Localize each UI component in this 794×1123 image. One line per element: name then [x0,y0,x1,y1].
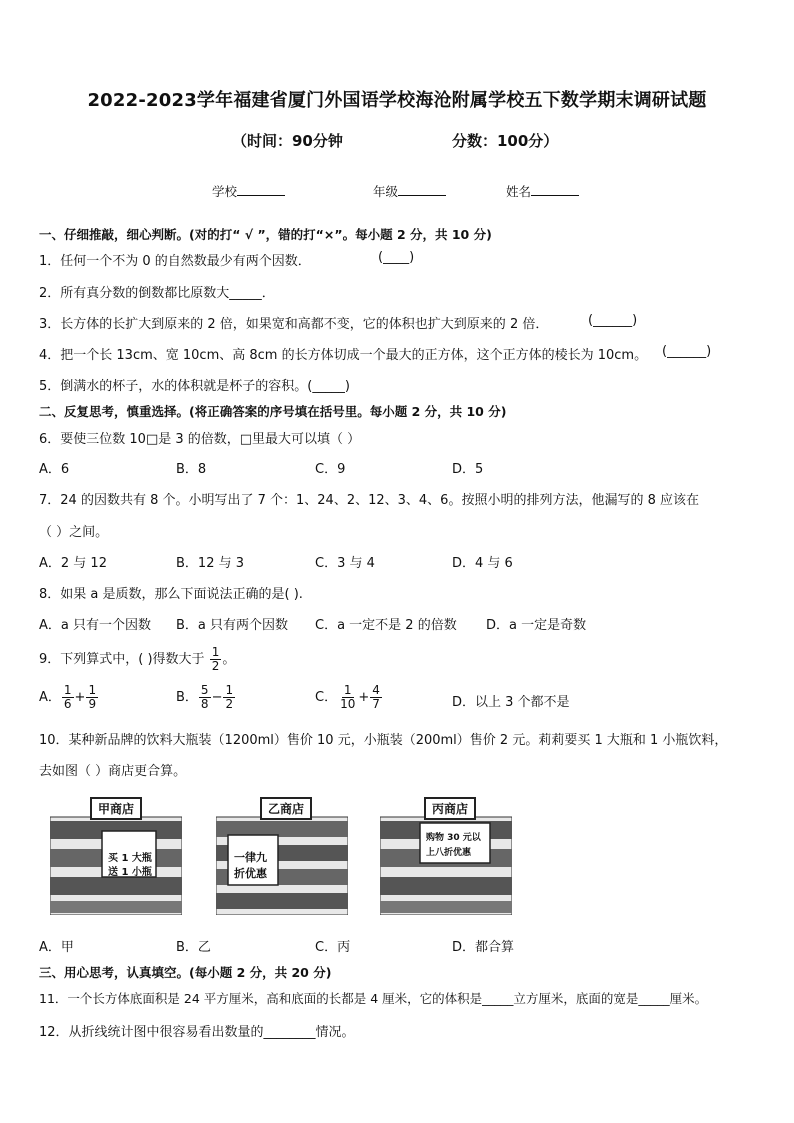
question-1-answer[interactable]: (____) [378,250,415,265]
q7-option-a[interactable]: A．2 与 12 [39,556,107,571]
store-yi-tag: 乙商店 [260,797,312,820]
q9-option-c[interactable]: C． $\frac{1}{10}$ + $\frac{4}{7}$ [315,683,380,711]
store-jia-tag: 甲商店 [90,797,142,820]
question-12: 12．从折线统计图中很容易看出数量的________情况。 [39,1025,355,1040]
q6-option-d[interactable]: D．5 [452,462,484,477]
question-10-line-1: 10．某种新品牌的饮料大瓶装（1200ml）售价 10 元，小瓶装（200ml）售价 2 元。莉莉要买 1 大瓶和 1 小瓶饮料， [39,733,728,748]
q8-option-c[interactable]: C．a 一定不是 2 的倍数 [315,618,457,633]
grade-blank[interactable] [398,183,446,196]
q6-option-b[interactable]: B．8 [176,462,207,477]
question-8: 8．如果 a 是质数，那么下面说法正确的是( ). [39,587,303,602]
question-4-answer[interactable]: (______) [662,344,712,359]
question-2: 2．所有真分数的倒数都比原数大_____． [39,286,275,301]
store-bing-sign-2: 上八折优惠 [426,848,472,858]
store-bing-image [380,797,512,915]
grade-field [373,182,446,200]
exam-title: 2022-2023学年福建省厦门外国语学校海沧附属学校五下数学期末调研试题 [87,90,707,111]
name-label: 姓名 [506,184,532,199]
store-bing-tag: 丙商店 [424,797,476,820]
grade-label: 年级 [373,184,399,199]
school-blank[interactable] [237,183,285,196]
store-jia-sign-1: 买 1 大瓶 [108,853,152,864]
q10-option-c[interactable]: C．丙 [315,940,351,955]
q8-option-a[interactable]: A．a 只有一个因数 [39,618,151,633]
question-10-line-2: 去如图（ ）商店更合算。 [39,764,187,779]
store-jia-sign-2: 送 1 小瓶 [108,867,152,878]
question-5: 5．倒满水的杯子，水的体积就是杯子的容积。(_____) [39,379,350,394]
q8-option-b[interactable]: B．a 只有两个因数 [176,618,289,633]
q10-option-d[interactable]: D．都合算 [452,940,515,955]
q9-option-d[interactable]: D．以上 3 个都不是 [452,695,570,710]
q9-end: 。 [222,652,236,667]
question-6: 6．要使三位数 10□是 3 的倍数，□里最大可以填（ ） [39,432,361,447]
fraction-one-half: $\frac{1}{2}$ [211,645,220,673]
store-yi-sign-1: 一律九 [234,851,267,864]
q6-option-c[interactable]: C．9 [315,462,346,477]
question-4: 4．把一个长 13cm、宽 10cm、高 8cm 的长方体切成一个最大的正方体，这个正方体的棱长为 10cm。 [39,348,648,363]
question-7-line-1: 7．24 的因数共有 8 个。小明写出了 7 个：1、24、2、12、3、4、6。按照小明的排列方法，他漏写的 8 应该在 [39,493,699,508]
q8-option-d[interactable]: D．a 一定是奇数 [486,618,587,633]
q6-option-a[interactable]: A．6 [39,462,70,477]
question-3: 3．长方体的长扩大到原来的 2 倍，如果宽和高都不变，它的体积也扩大到原来的 2 倍． [39,317,549,332]
question-3-answer[interactable]: (______) [588,313,638,328]
store-yi-image [216,797,348,915]
name-blank[interactable] [531,183,579,196]
question-7-line-2: （ ）之间。 [39,525,109,540]
store-bing-sign-1: 购物 30 元以 [426,833,481,843]
name-field [506,182,579,200]
store-jia-image [50,797,182,915]
q7-option-b[interactable]: B．12 与 3 [176,556,244,571]
q7-option-c[interactable]: C．3 与 4 [315,556,375,571]
q10-option-b[interactable]: B．乙 [176,940,211,955]
q9-option-b[interactable]: B． $\frac{5}{8}$ − $\frac{1}{2}$ [176,683,234,711]
school-label: 学校 [212,184,238,199]
store-yi-sign-2: 折优惠 [234,867,267,880]
question-9 [39,646,235,673]
question-1: 1．任何一个不为 0 的自然数最少有两个因数． [39,254,311,269]
q7-option-d[interactable]: D．4 与 6 [452,556,513,571]
section-3-heading: 三、用心思考，认真填空。(每小题 2 分，共 20 分) [39,965,332,980]
q9-option-a[interactable]: A． $\frac{1}{6}$ + $\frac{1}{9}$ [39,683,97,711]
question-11: 11．一个长方体底面积是 24 平方厘米，高和底面的长都是 4 厘米，它的体积是_____立方厘米，底面的宽是_____厘米。 [39,991,708,1006]
school-field [212,182,285,200]
section-2-heading: 二、反复思考，慎重选择。(将正确答案的序号填在括号里。每小题 2 分，共 10 分) [39,404,507,419]
q9-text: 9．下列算式中，( )得数大于 [39,652,205,667]
section-1-heading: 一、仔细推敲，细心判断。(对的打“ √ ”，错的打“×”。每小题 2 分，共 10 分) [39,227,492,242]
exam-score: 分数：100分） [452,132,559,150]
q10-option-a[interactable]: A．甲 [39,940,74,955]
exam-time: （时间：90分钟 [232,132,343,150]
